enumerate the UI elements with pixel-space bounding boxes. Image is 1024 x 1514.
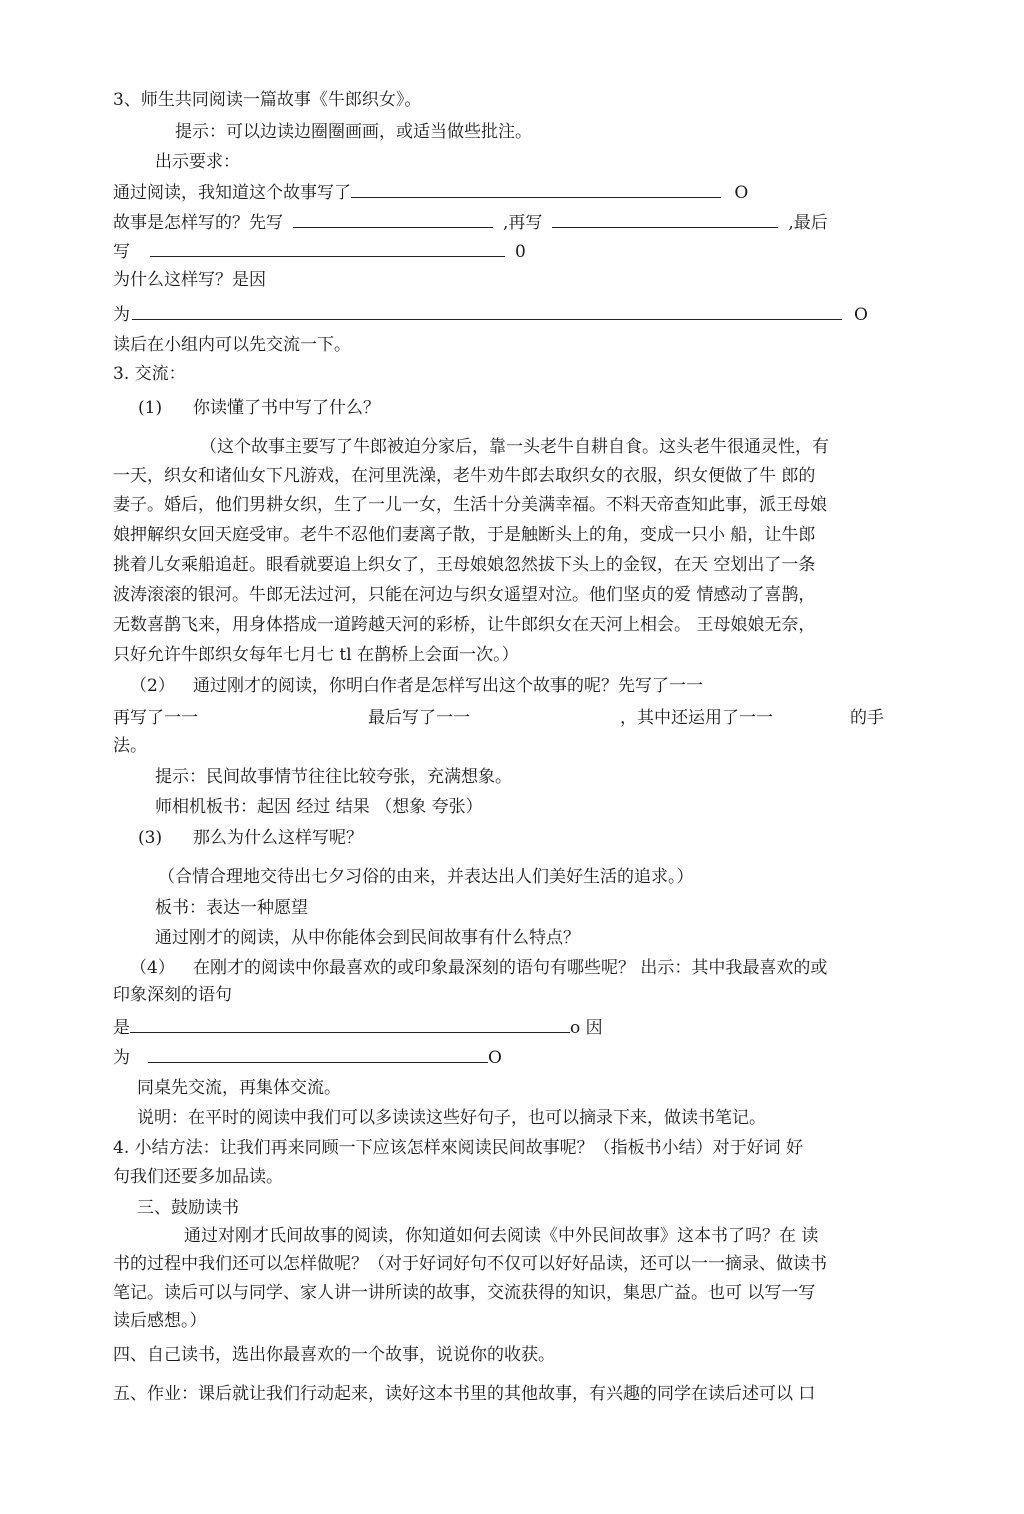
paragraph-line: 笔记。读后可以与同学、家人讲一讲所读的故事，交流获得的知识，集思广益。也可 以写一写 [113,1283,816,1303]
paragraph-line: 通过对刚才氏间故事的阅读，你知道如何去阅读《中外民间故事》这本书了吗？在 读 [184,1226,819,1246]
paragraph-line: 娘押解织女回天庭受审。老牛不忍他们妻离子散，于是触断头上的角，变成一只小 船，让牛郎 [113,525,816,545]
paragraph-line: 通过刚才的阅读，从中你能体会到民间故事有什么特点？ [155,928,580,948]
paragraph-line: 无数喜鹊飞来，用身体搭成一道跨越天河的彩桥，让牛郎织女在天河上相会。 王母娘娘无奈， [113,615,816,635]
paragraph-line: 挑着儿女乘船追赶。眼看就要追上织女了，王母娘娘忽然拔下头上的金钗，在天 空划出了一条 [113,555,816,575]
blank[interactable] [132,318,842,320]
answer-text: （合情合理地交待出七夕习俗的由来，并表达出人们美好生活的追求。） [158,867,694,887]
section-title: 四、自己读书，选出你最喜欢的一个故事，说说你的收获。 [113,1345,555,1365]
requirement-label: 出示要求： [155,152,240,172]
fill-line: 再写了一一 [113,708,198,728]
fill-line: 为 O [113,1048,502,1068]
paragraph-line: 只好允许牛郎织女每年七月七 tl 在鹊桥上会面一次。） [113,645,519,665]
paragraph-line: 为什么这样写？是因 [113,270,266,290]
paragraph-line: 波涛滚滚的银河。牛郎无法过河，只能在河边与织女遥望对泣。他们坚贞的爱 情感动了喜鹊， [113,585,816,605]
question-text: 通过刚才的阅读，你明白作者是怎样写出这个故事的呢？先写了一一 [193,676,703,696]
paragraph-line: 印象深刻的语句 [113,985,232,1005]
blank[interactable] [130,1031,570,1033]
fill-line: 写 0 [113,242,526,262]
question-number: (3) [138,828,163,848]
question-number: (1) [138,398,163,418]
fill-line: 的手 [850,708,884,728]
blank[interactable] [150,255,505,257]
paragraph-line: 同桌先交流，再集体交流。 [137,1078,341,1098]
paragraph-line: 书的过程中我们还可以怎样做呢？（对于好词好句不仅可以好好品读，还可以一一摘录、做读书 [113,1254,827,1274]
question-text: 你读懂了书中写了什么？ [193,398,380,418]
board-note: 板书：表达一种愿望 [155,898,308,918]
fill-line: 为 O [113,305,868,325]
tip-text: 提示：民间故事情节往往比较夸张，充满想象。 [155,767,512,787]
question-text: 那么为什么这样写呢？ [193,828,363,848]
blank[interactable] [293,226,493,228]
paragraph-line: 说明：在平时的阅读中我们可以多读读这些好句子，也可以摘录下来，做读书笔记。 [137,1108,766,1128]
section-title: 3、师生共同阅读一篇故事《牛郎织女》。 [113,90,422,110]
section-title: 三、鼓励读书 [137,1198,239,1218]
fill-line: 通过阅读，我知道这个故事写了 O [113,183,749,203]
paragraph-line: 读后在小组内可以先交流一下。 [113,335,351,355]
blank[interactable] [552,226,778,228]
paragraph-line: 一天，织女和诸仙女下凡游戏，在河里洗澡，老牛劝牛郎去取织女的衣服，织女便做了牛 郎的 [113,466,816,486]
paragraph-line: （这个故事主要写了牛郎被迫分家后，靠一头老牛自耕自食。这头老牛很通灵性，有 [200,437,829,457]
paragraph-line: 法。 [113,736,147,756]
tip-text: 提示：可以边读边圈圈画画，或适当做些批注。 [175,122,532,142]
fill-line: 最后写了一一 [368,708,470,728]
paragraph-line: 读后感想。） [113,1311,207,1331]
paragraph-line: 妻子。婚后，他们男耕女织，生了一儿一女，生活十分美满幸福。不料天帝查知此事，派王母娘 [113,495,827,515]
blank[interactable] [351,196,721,198]
section-title: 3. 交流： [113,364,186,384]
fill-line: ，其中还运用了一一 [620,708,773,728]
fill-line: 故事是怎样写的？先写 ,再写 ,最后 [113,213,828,233]
blank[interactable] [148,1061,488,1063]
board-note: 师相机板书：起因 经过 结果 （想象 夸张） [155,797,483,817]
fill-line: 是 o 因 [113,1018,603,1038]
question-number: （4） [130,958,175,978]
section-title: 五、作业：课后就让我们行动起来，读好这本书里的其他故事，有兴趣的同学在读后述可以 口 [113,1384,816,1404]
question-text: 在刚才的阅读中你最喜欢的或印象最深刻的语句有哪些呢？ 出示：其中我最喜欢的或 [193,958,828,978]
question-number: （2） [130,676,175,696]
paragraph-line: 句我们还要多加品读。 [113,1167,283,1187]
paragraph-line: 4. 小结方法：让我们再来同顾一下应该怎样來阅读民间故事呢？（指板书小结）对于好词 好 [113,1138,804,1158]
